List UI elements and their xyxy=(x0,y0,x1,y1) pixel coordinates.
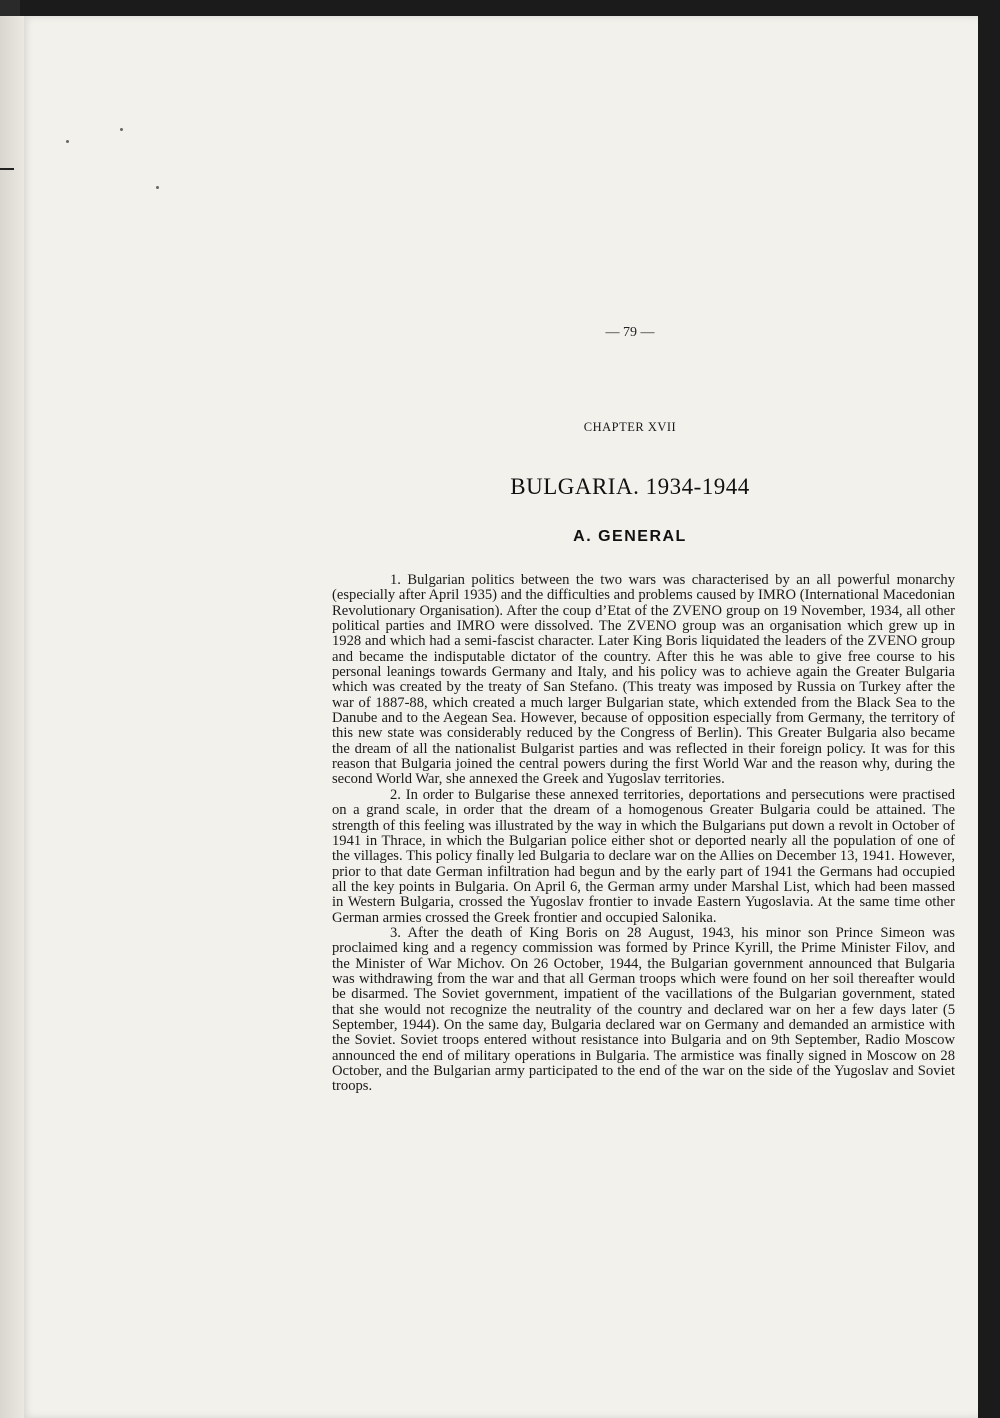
section-heading: A. GENERAL xyxy=(573,528,687,545)
chapter-heading: CHAPTER XVII xyxy=(583,420,677,434)
document-page xyxy=(20,16,978,1418)
paragraph-2: 2. In order to Bulgarise these annexed territories, deportations and persecutions were practised on a grand scale, in order that the dream of a homogenous Greater Bulgaria could be attained. The strength of this feeling was illustrated by the way in which the Bulgarians put down a revolt in October of 1941 in Thrace, in which the Bulgarian police either shot or deported nearly all the population of one of the villages. This policy finally led Bulgaria to declare war on the Allies on December 13, 1941. However, prior to that date German infiltration had begun and by the early part of 1941 the Germans had occupied all the key points in Bulgaria. On April 6, the German army under Marshal List, which had been massed in Western Bulgaria, crossed the Yugoslav frontier to invade Eastern Yugoslavia. At the same time other German armies crossed the Greek frontier and occupied Salonika. xyxy=(332,786,955,926)
page-binding-edge xyxy=(0,16,24,1418)
paragraph-1: 1. Bulgarian politics between the two wars was characterised by an all powerful monarchy (especially after April 1935) and the difficulties and problems caused by IMRO (International Macedonian Revolutionary Organisation). After the coup d’Etat of the ZVENO group on 19 November, 1934, all other political parties and IMRO were dissolved. The ZVENO group was an organisation which grew up in 1928 and which had a semi-fascist character. Later King Boris liquidated the leaders of the ZVENO group and became the indisputable dictator of the country. After this he was able to give free course to his personal leanings towards Germany and Italy, and his policy was to achieve again the Greater Bulgaria which was created by the treaty of San Stefano. (This treaty was imposed by Russia on Turkey after the war of 1887-88, which created a much larger Bulgarian state, which extended from the Black Sea to the Danube and to the Aegean Sea. However, because of opposition especially from Germany, the territory of this new state was considerably reduced by the Congress of Berlin). This Greater Bulgaria also became the dream of all the nationalist Bulgarist parties and was reflected in their foreign policy. It was for this reason that Bulgaria joined the central powers during the first World War and the reason why, during the second World War, she annexed the Greek and Yugoslav territories. xyxy=(332,572,955,788)
page-number: — 79 — xyxy=(605,325,655,340)
body-text xyxy=(332,573,955,1095)
page-title: BULGARIA. 1934-1944 xyxy=(510,474,750,499)
binding-mark xyxy=(0,168,14,170)
paper-speck xyxy=(120,128,123,131)
paper-speck xyxy=(156,186,159,189)
paragraph-3: 3. After the death of King Boris on 28 August, 1943, his minor son Prince Simeon was proclaimed king and a regency commission was formed by Prince Kyrill, the Prime Minister Filov, and the Minister of War Michov. On 26 October, 1944, the Bulgarian government announced that Bulgaria was withdrawing from the war and that all German troops which were found on her soil thereafter would be disarmed. The Soviet government, impatient of the vacillations of the Bulgarian government, stated that she would not recognize the neutrality of the country and declared war on her a few days later (5 September, 1944). On the same day, Bulgaria declared war on Germany and demanded an armistice with the Soviet. Soviet troops entered without resistance into Bulgaria and on 9th September, Radio Moscow announced the end of military operations in Bulgaria. The armistice was finally signed in Moscow on 28 October, and the Bulgarian army participated to the end of the war on the side of the Yugoslav and Soviet troops. xyxy=(332,924,955,1095)
paper-speck xyxy=(66,140,69,143)
